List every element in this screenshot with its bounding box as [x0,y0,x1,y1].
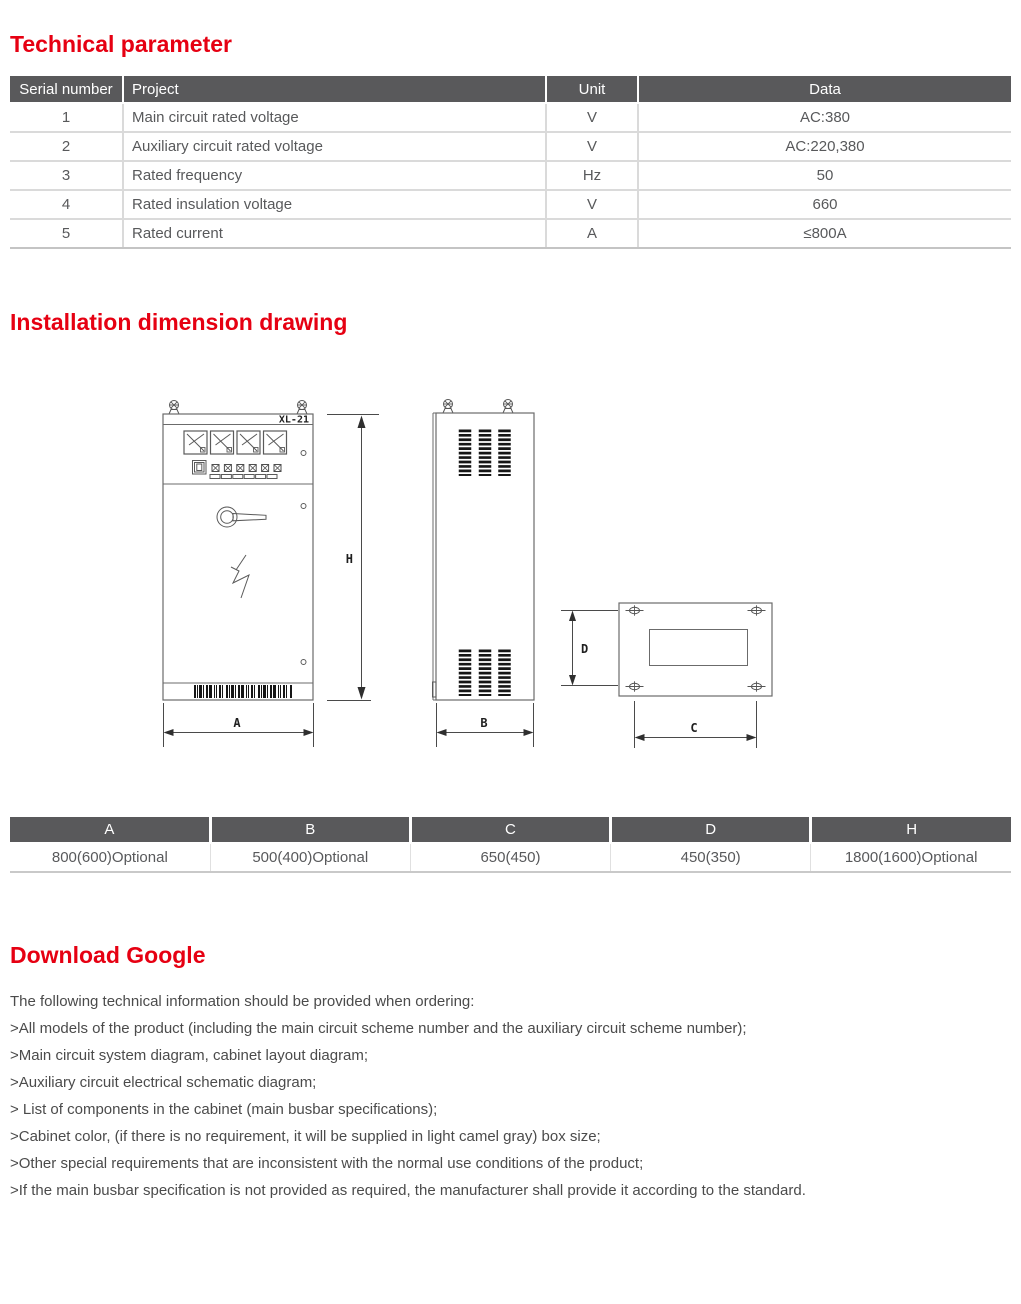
cell-unit: V [546,103,638,132]
mounting-hole-icon [626,681,644,691]
lifting-eyebolt-icon [503,400,513,414]
column-header-unit: Unit [546,76,638,103]
dim-column-header: H [811,817,1011,843]
dimension-table-value-row [10,843,1011,872]
dimension-d-label: D [581,642,589,656]
installation-dimension-drawing [10,340,1011,810]
indicator-switch-icon [262,465,269,472]
indicator-switch-icon [249,465,256,472]
dimension-b [437,703,534,747]
hinge-icon [301,660,306,665]
ordering-line: >Main circuit system diagram, cabinet layout diagram; [10,1047,369,1064]
dim-value-cell: 1800(1600)Optional [811,843,1011,872]
cell-data: AC:380 [638,103,1011,132]
column-header-project: Project [123,76,546,103]
cabinet-model-label: XL-21 [278,414,309,426]
dim-value-cell: 500(400)Optional [210,843,410,872]
door-handle-icon [217,507,266,527]
table-row [10,161,1011,190]
dimension-d [561,611,618,686]
ordering-line: >Other special requirements that are inconsistent with the normal use conditions of the product; [10,1155,644,1172]
table-row [10,103,1011,132]
table-row [10,132,1011,161]
mounting-hole-icon [748,605,766,615]
cell-unit: V [546,132,638,161]
dimension-table [10,817,1011,873]
ordering-line: >Cabinet color, (if there is no requirement, it will be supplied in light camel gray) box size; [10,1128,601,1145]
technical-parameter-title: Technical parameter [10,31,233,57]
column-header-data: Data [638,76,1011,103]
indicator-switch-icon [274,465,281,472]
top-view-drawing [619,603,772,696]
dim-column-header: A [10,817,210,843]
dimension-h [327,415,379,701]
cell-data: 50 [638,161,1011,190]
lifting-eyebolt-icon [443,400,453,414]
cell-project: Auxiliary circuit rated voltage [123,132,546,161]
cell-serial: 4 [10,190,123,219]
cell-project: Rated insulation voltage [123,190,546,219]
indicator-switch-icon [212,465,219,472]
panel-meter-icon [184,431,207,454]
installation-dimension-title: Installation dimension drawing [10,309,348,335]
dim-value-cell: 450(350) [611,843,811,872]
dimension-a-label: A [233,716,241,730]
dim-value-cell: 650(450) [410,843,610,872]
ordering-line: >If the main busbar specification is not provided as required, the manufacturer shall provide it according to the standard. [10,1182,806,1199]
ordering-line: >All models of the product (including the main circuit scheme number and the auxiliary circuit scheme number); [10,1020,747,1037]
lifting-eyebolt-icon [297,401,307,415]
hinge-icon [301,451,306,456]
download-google-title: Download Google [10,942,206,968]
table-row [10,219,1011,248]
hinge-icon [301,504,306,509]
ordering-line: The following technical information should be provided when ordering: [10,993,475,1010]
cell-data: ≤800A [638,219,1011,248]
cell-unit: Hz [546,161,638,190]
indicator-switch-icon [237,465,244,472]
indicator-switch-icon [224,465,231,472]
cell-data: AC:220,380 [638,132,1011,161]
dim-column-header: B [210,817,410,843]
cell-project: Rated current [123,219,546,248]
table-header-row [10,76,1011,103]
cell-serial: 5 [10,219,123,248]
cell-project: Rated frequency [123,161,546,190]
mounting-hole-icon [626,605,644,615]
ordering-line: > List of components in the cabinet (main busbar specifications); [10,1101,438,1118]
cell-data: 660 [638,190,1011,219]
mounting-hole-icon [748,681,766,691]
technical-parameter-table [10,76,1011,249]
dimension-b-label: B [480,716,488,730]
cell-unit: A [546,219,638,248]
panel-meter-icon [237,431,260,454]
front-view-drawing [163,401,313,701]
dimension-h-label: H [345,552,353,566]
cell-unit: V [546,190,638,219]
dimension-a [164,703,314,747]
ordering-information [10,988,1011,1204]
dim-column-header: D [611,817,811,843]
dimension-table-header-row [10,817,1011,843]
panel-button-icon [193,461,207,475]
panel-meter-icon [264,431,287,454]
table-row [10,190,1011,219]
dim-column-header: C [410,817,610,843]
side-view-drawing [433,400,535,701]
dim-value-cell: 800(600)Optional [10,843,210,872]
cell-serial: 2 [10,132,123,161]
lightning-mark-icon [231,555,249,598]
lifting-eyebolt-icon [169,401,179,415]
cell-serial: 3 [10,161,123,190]
ordering-line: >Auxiliary circuit electrical schematic diagram; [10,1074,317,1091]
cell-project: Main circuit rated voltage [123,103,546,132]
product-spec-page [10,31,1011,1204]
dimension-c [635,701,757,748]
cell-serial: 1 [10,103,123,132]
dimension-c-label: C [690,721,698,735]
panel-meter-icon [211,431,234,454]
column-header-serial-number: Serial number [10,76,123,103]
